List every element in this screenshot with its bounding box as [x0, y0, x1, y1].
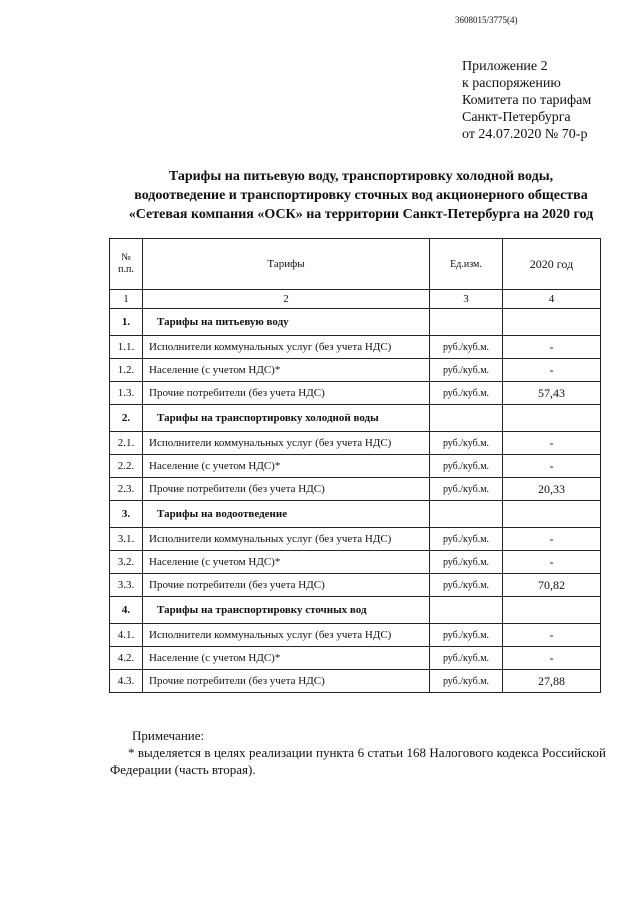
index-cell: 3	[430, 290, 503, 309]
row-unit: руб./куб.м.	[430, 647, 503, 670]
row-unit: руб./куб.м.	[430, 528, 503, 551]
row-num: 2.2.	[110, 455, 143, 478]
section-row	[110, 501, 601, 528]
note-text: * выделяется в целях реализации пункта 6 статьи 168 Налогового кодекса Российской Федерации (часть вторая).	[110, 745, 606, 777]
row-value: -	[503, 528, 601, 551]
section-unit-cell	[430, 309, 503, 336]
table-row	[110, 624, 601, 647]
appendix-line: Приложение 2	[462, 59, 548, 74]
row-unit: руб./куб.м.	[430, 382, 503, 405]
section-unit-cell	[430, 501, 503, 528]
appendix-line: к распоряжению	[462, 76, 561, 91]
table-row	[110, 359, 601, 382]
row-num: 1.1.	[110, 336, 143, 359]
header-unit-cell: Ед.изм.	[430, 239, 503, 290]
header-name-cell: Тарифы	[143, 239, 430, 290]
row-value: 70,82	[503, 574, 601, 597]
row-unit: руб./куб.м.	[430, 670, 503, 693]
row-num: 3.2.	[110, 551, 143, 574]
row-name: Исполнители коммунальных услуг (без учета НДС)	[143, 528, 430, 551]
table-row	[110, 382, 601, 405]
row-num: 2.1.	[110, 432, 143, 455]
table-row	[110, 336, 601, 359]
row-name: Прочие потребители (без учета НДС)	[143, 478, 430, 501]
index-cell: 4	[503, 290, 601, 309]
title-line: Тарифы на питьевую воду, транспортировку холодной воды,	[168, 169, 554, 184]
header-num-line: №	[121, 252, 131, 263]
section-row	[110, 405, 601, 432]
row-unit: руб./куб.м.	[430, 432, 503, 455]
index-cell: 1	[110, 290, 143, 309]
section-num: 2.	[110, 405, 143, 432]
row-num: 4.1.	[110, 624, 143, 647]
section-value-cell	[503, 597, 601, 624]
table-row	[110, 647, 601, 670]
section-row	[110, 597, 601, 624]
row-name: Прочие потребители (без учета НДС)	[143, 670, 430, 693]
row-value: -	[503, 359, 601, 382]
table-row	[110, 670, 601, 693]
section-value-cell	[503, 501, 601, 528]
row-num: 1.2.	[110, 359, 143, 382]
row-value: 20,33	[503, 478, 601, 501]
index-cell: 2	[143, 290, 430, 309]
section-title: Тарифы на транспортировку холодной воды	[143, 405, 430, 432]
title-line: «Сетевая компания «ОСК» на территории Санкт-Петербурга на 2020 год	[128, 207, 594, 222]
row-name: Население (с учетом НДС)*	[143, 455, 430, 478]
row-name: Исполнители коммунальных услуг (без учета НДС)	[143, 624, 430, 647]
row-num: 2.3.	[110, 478, 143, 501]
appendix-block	[462, 58, 591, 143]
note-block	[110, 727, 606, 778]
section-value-cell	[503, 405, 601, 432]
row-value: 27,88	[503, 670, 601, 693]
section-row	[110, 309, 601, 336]
row-value: -	[503, 455, 601, 478]
row-unit: руб./куб.м.	[430, 551, 503, 574]
row-unit: руб./куб.м.	[430, 574, 503, 597]
table-row	[110, 455, 601, 478]
appendix-line: от 24.07.2020 № 70-р	[462, 127, 588, 142]
header-num-line: п.п.	[118, 264, 134, 275]
row-unit: руб./куб.м.	[430, 455, 503, 478]
table-row	[110, 478, 601, 501]
header-num-cell	[110, 239, 143, 290]
row-name: Прочие потребители (без учета НДС)	[143, 574, 430, 597]
tariffs-table	[109, 238, 601, 693]
row-name: Население (с учетом НДС)*	[143, 551, 430, 574]
note-title: Примечание:	[132, 728, 205, 743]
row-name: Население (с учетом НДС)*	[143, 647, 430, 670]
row-value: -	[503, 336, 601, 359]
row-name: Исполнители коммунальных услуг (без учета НДС)	[143, 432, 430, 455]
row-unit: руб./куб.м.	[430, 624, 503, 647]
title-line: водоотведение и транспортировку сточных вод акционерного общества	[134, 188, 588, 203]
appendix-line: Комитета по тарифам	[462, 93, 592, 108]
section-num: 4.	[110, 597, 143, 624]
row-num: 1.3.	[110, 382, 143, 405]
table-row	[110, 528, 601, 551]
table-row	[110, 551, 601, 574]
section-title: Тарифы на водоотведение	[143, 501, 430, 528]
row-num: 4.2.	[110, 647, 143, 670]
section-title: Тарифы на питьевую воду	[143, 309, 430, 336]
row-unit: руб./куб.м.	[430, 336, 503, 359]
row-name: Прочие потребители (без учета НДС)	[143, 382, 430, 405]
section-unit-cell	[430, 597, 503, 624]
section-title: Тарифы на транспортировку сточных вод	[143, 597, 430, 624]
row-value: -	[503, 551, 601, 574]
document-code: 3608015/3775(4)	[455, 15, 518, 25]
row-unit: руб./куб.м.	[430, 478, 503, 501]
row-num: 4.3.	[110, 670, 143, 693]
row-unit: руб./куб.м.	[430, 359, 503, 382]
row-value: -	[503, 647, 601, 670]
section-unit-cell	[430, 405, 503, 432]
section-value-cell	[503, 309, 601, 336]
row-num: 3.3.	[110, 574, 143, 597]
table-header-row	[110, 239, 601, 290]
header-value-cell: 2020 год	[503, 239, 601, 290]
row-value: -	[503, 624, 601, 647]
document-title	[100, 167, 622, 224]
section-num: 1.	[110, 309, 143, 336]
appendix-line: Санкт-Петербурга	[462, 110, 571, 125]
table-index-row	[110, 290, 601, 309]
row-num: 3.1.	[110, 528, 143, 551]
row-value: 57,43	[503, 382, 601, 405]
row-name: Население (с учетом НДС)*	[143, 359, 430, 382]
row-name: Исполнители коммунальных услуг (без учета НДС)	[143, 336, 430, 359]
section-num: 3.	[110, 501, 143, 528]
row-value: -	[503, 432, 601, 455]
table-row	[110, 432, 601, 455]
table-row	[110, 574, 601, 597]
